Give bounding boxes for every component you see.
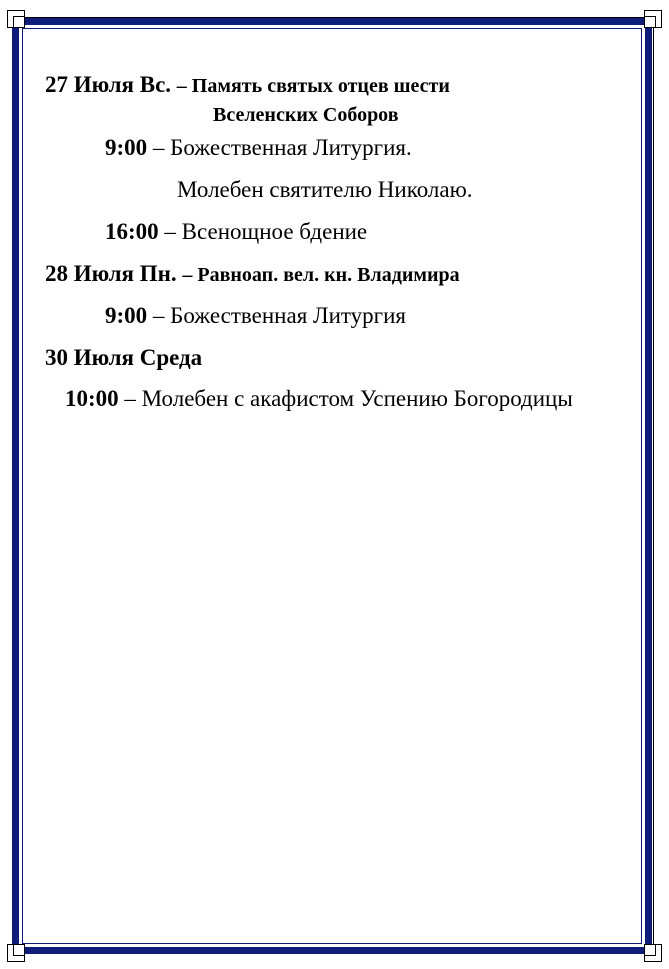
day1-feast-continued: Вселенских Соборов [213,104,399,126]
service-time: 16:00 [105,219,159,244]
corner-ornament-top-right [640,10,662,32]
service-time: 10:00 [65,386,119,411]
day2-service-1 [105,304,406,327]
service-text: – Молебен с акафистом Успению Богородицы [124,386,573,411]
corner-ornament-bottom-right [640,940,662,962]
day1-service-2 [177,178,473,201]
page-border-inner [22,28,642,944]
service-text: Молебен святителю Николаю. [177,177,473,202]
day2-date: 28 Июля Пн. [45,261,177,286]
service-text: – Божественная Литургия. [152,135,412,160]
day1-heading [45,73,450,96]
day1-date: 27 Июля Вс. [45,72,172,97]
day2-heading [45,262,460,285]
day2-feast: – Равноап. вел. кн. Владимира [182,264,460,286]
day1-service-1 [105,136,412,159]
day3-service-1 [65,387,573,410]
day1-feast: – Память святых отцев шести [176,75,450,97]
corner-ornament-top-left [7,10,29,32]
service-text: – Всенощное бдение [164,219,368,244]
service-time: 9:00 [105,135,148,160]
day1-service-3 [105,220,367,243]
service-text: – Божественная Литургия [152,303,407,328]
service-time: 9:00 [105,303,148,328]
day3-date: 30 Июля Среда [45,345,203,370]
corner-ornament-bottom-left [7,940,29,962]
